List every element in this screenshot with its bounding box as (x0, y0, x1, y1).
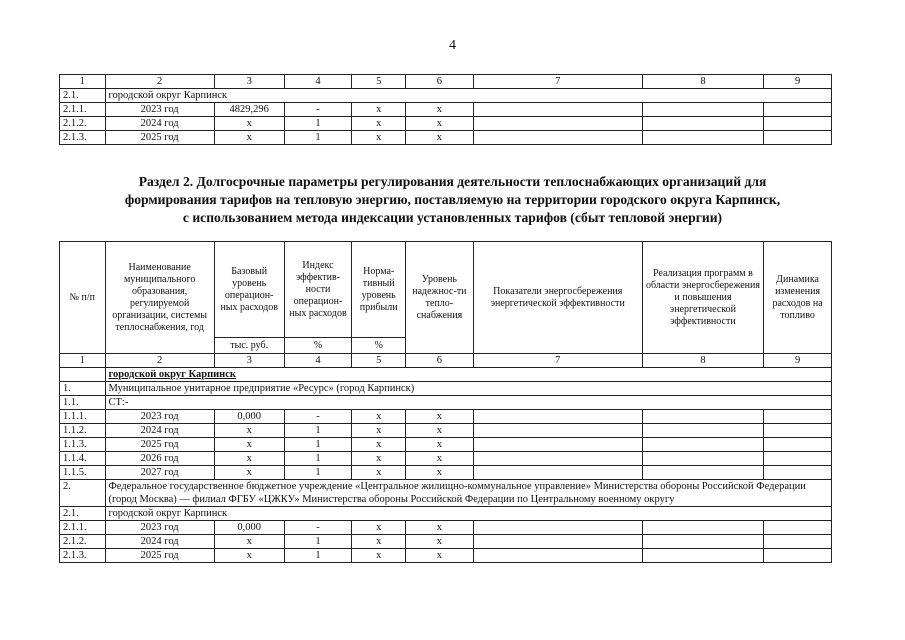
table-row (60, 131, 832, 145)
efficiency-index-cell: 1 (284, 452, 352, 466)
efficiency-index-cell: 1 (284, 535, 352, 549)
energy-indicators-cell (473, 424, 642, 438)
column-number: 6 (406, 75, 474, 89)
energy-indicators-cell (473, 117, 642, 131)
year-cell: 2026 год (105, 452, 214, 466)
column-number-row (60, 354, 832, 368)
table1-body (60, 75, 832, 145)
section-label: городской округ Карпинск (105, 368, 831, 382)
efficiency-index-cell: - (284, 103, 352, 117)
efficiency-index-cell: - (284, 521, 352, 535)
row-number: 2.1.3. (60, 131, 106, 145)
reliability-cell: x (406, 438, 474, 452)
normative-profit-cell: x (352, 131, 406, 145)
base-cost-cell: x (214, 131, 284, 145)
row-number: 2.1. (60, 507, 106, 521)
energy-indicators-cell (473, 410, 642, 424)
row-label: городской округ Карпинск (105, 89, 831, 103)
programs-cell (642, 103, 763, 117)
efficiency-index-cell: 1 (284, 117, 352, 131)
energy-indicators-cell (473, 521, 642, 535)
table2-body (60, 242, 832, 563)
column-number: 9 (764, 354, 832, 368)
fuel-dynamics-cell (764, 117, 832, 131)
normative-profit-cell: x (352, 117, 406, 131)
year-cell: 2024 год (105, 117, 214, 131)
base-cost-cell: 4829,296 (214, 103, 284, 117)
programs-cell (642, 424, 763, 438)
column-number-row (60, 75, 832, 89)
section-title (40, 173, 865, 227)
normative-profit-cell: x (352, 438, 406, 452)
reliability-cell: x (406, 521, 474, 535)
table-row (60, 382, 832, 396)
row-number: 2. (60, 480, 106, 507)
base-cost-cell: x (214, 466, 284, 480)
table-row (60, 535, 832, 549)
row-num-cell (60, 368, 106, 382)
table-row (60, 466, 832, 480)
normative-profit-cell: x (352, 549, 406, 563)
column-number: 6 (406, 354, 474, 368)
reliability-cell: x (406, 103, 474, 117)
base-cost-cell: 0,000 (214, 521, 284, 535)
programs-cell (642, 452, 763, 466)
row-label: городской округ Карпинск (105, 507, 831, 521)
column-number: 9 (764, 75, 832, 89)
organization-name: Федеральное государственное бюджетное учреждение «Центральное жилищно-коммунальное управление» Министерства обороны Российской Федерации (город Москва) — филиал ФГБУ «ЦЖКУ» Министерства обороны Российской Федерации по Центральному военному округу (105, 480, 831, 507)
reliability-cell: x (406, 117, 474, 131)
base-cost-cell: 0,000 (214, 410, 284, 424)
fuel-dynamics-cell (764, 466, 832, 480)
reliability-cell: x (406, 131, 474, 145)
reliability-cell: x (406, 466, 474, 480)
fuel-dynamics-cell (764, 424, 832, 438)
table-row (60, 117, 832, 131)
table-row (60, 396, 832, 410)
table-row (60, 480, 832, 507)
normative-profit-cell: x (352, 103, 406, 117)
fuel-dynamics-cell (764, 521, 832, 535)
row-number: 1.1.2. (60, 424, 106, 438)
normative-profit-cell: x (352, 410, 406, 424)
row-number: 2.1.1. (60, 103, 106, 117)
reliability-cell: x (406, 424, 474, 438)
column-number: 2 (105, 75, 214, 89)
column-number: 4 (284, 354, 352, 368)
column-number: 7 (473, 75, 642, 89)
fuel-dynamics-cell (764, 535, 832, 549)
column-number: 4 (284, 75, 352, 89)
row-number: 1.1. (60, 396, 106, 410)
table-row (60, 507, 832, 521)
normative-profit-cell: x (352, 452, 406, 466)
header-programs: Реализация программ в области энергосбережения и повышения энергетической эффективности (642, 242, 763, 354)
energy-indicators-cell (473, 103, 642, 117)
efficiency-index-cell: 1 (284, 549, 352, 563)
row-number: 1.1.5. (60, 466, 106, 480)
fuel-dynamics-cell (764, 131, 832, 145)
year-cell: 2024 год (105, 535, 214, 549)
unit-base: тыс. руб. (214, 338, 284, 354)
row-number: 2.1. (60, 89, 106, 103)
base-cost-cell: x (214, 117, 284, 131)
programs-cell (642, 521, 763, 535)
year-cell: 2024 год (105, 424, 214, 438)
section-title-line: Раздел 2. Долгосрочные параметры регулирования деятельности теплоснабжающих организаций для (138, 174, 767, 189)
column-number: 3 (214, 354, 284, 368)
efficiency-index-cell: 1 (284, 438, 352, 452)
programs-cell (642, 535, 763, 549)
table-row (60, 521, 832, 535)
header-reliability: Уровень надежнос-ти тепло-снабжения (406, 242, 474, 354)
table-row (60, 549, 832, 563)
programs-cell (642, 466, 763, 480)
normative-profit-cell: x (352, 521, 406, 535)
energy-indicators-cell (473, 466, 642, 480)
energy-indicators-cell (473, 452, 642, 466)
row-number: 2.1.2. (60, 535, 106, 549)
tariff-parameters-table (59, 241, 832, 563)
header-norm: Норма-тивный уровень прибыли (352, 242, 406, 338)
table-row (60, 368, 832, 382)
unit-norm: % (352, 338, 406, 354)
programs-cell (642, 131, 763, 145)
reliability-cell: x (406, 549, 474, 563)
column-number: 1 (60, 75, 106, 89)
table-row (60, 424, 832, 438)
energy-indicators-cell (473, 438, 642, 452)
column-number: 8 (642, 75, 763, 89)
table-row (60, 452, 832, 466)
row-label: Муниципальное унитарное предприятие «Ресурс» (город Карпинск) (105, 382, 831, 396)
column-number: 5 (352, 354, 406, 368)
base-cost-cell: x (214, 424, 284, 438)
table-row (60, 89, 832, 103)
programs-cell (642, 438, 763, 452)
base-cost-cell: x (214, 452, 284, 466)
table-row (60, 103, 832, 117)
energy-indicators-cell (473, 535, 642, 549)
row-number: 1. (60, 382, 106, 396)
fuel-dynamics-cell (764, 438, 832, 452)
programs-cell (642, 549, 763, 563)
energy-indicators-cell (473, 549, 642, 563)
fuel-dynamics-cell (764, 452, 832, 466)
base-cost-cell: x (214, 438, 284, 452)
page-number: 4 (449, 38, 456, 53)
row-number: 1.1.4. (60, 452, 106, 466)
fuel-dynamics-cell (764, 103, 832, 117)
row-number: 2.1.2. (60, 117, 106, 131)
normative-profit-cell: x (352, 424, 406, 438)
header-num: № п/п (60, 242, 106, 354)
table-row (60, 438, 832, 452)
year-cell: 2023 год (105, 410, 214, 424)
row-number: 1.1.3. (60, 438, 106, 452)
reliability-cell: x (406, 410, 474, 424)
efficiency-index-cell: 1 (284, 466, 352, 480)
normative-profit-cell: x (352, 466, 406, 480)
year-cell: 2023 год (105, 521, 214, 535)
header-name: Наименование муниципального образования, регулируемой организации, системы теплоснабжения, год (105, 242, 214, 354)
normative-profit-cell: x (352, 535, 406, 549)
reliability-cell: x (406, 535, 474, 549)
column-number: 8 (642, 354, 763, 368)
column-number: 1 (60, 354, 106, 368)
unit-idx: % (284, 338, 352, 354)
fuel-dynamics-cell (764, 549, 832, 563)
header-base: Базовый уровень операцион-ных расходов (214, 242, 284, 338)
table-row (60, 410, 832, 424)
header-idx: Индекс эффектив-ности операцион-ных расходов (284, 242, 352, 338)
section-title-line: формирования тарифов на тепловую энергию, поставляемую на территории городского округа Карпинск, (124, 192, 781, 207)
energy-indicators-cell (473, 131, 642, 145)
section-title-line: с использованием метода индексации установленных тарифов (сбыт тепловой энергии) (182, 210, 723, 225)
base-cost-cell: x (214, 549, 284, 563)
row-number: 2.1.1. (60, 521, 106, 535)
year-cell: 2023 год (105, 103, 214, 117)
programs-cell (642, 410, 763, 424)
row-number: 2.1.3. (60, 549, 106, 563)
year-cell: 2025 год (105, 549, 214, 563)
year-cell: 2027 год (105, 466, 214, 480)
programs-cell (642, 117, 763, 131)
column-number: 2 (105, 354, 214, 368)
fuel-dynamics-cell (764, 410, 832, 424)
column-number: 3 (214, 75, 284, 89)
table-continued (59, 74, 832, 145)
year-cell: 2025 год (105, 438, 214, 452)
header-fuel: Динамика изменения расходов на топливо (764, 242, 832, 354)
row-label: СТ:- (105, 396, 831, 410)
header-energy: Показатели энергосбережения энергетической эффективности (473, 242, 642, 354)
year-cell: 2025 год (105, 131, 214, 145)
efficiency-index-cell: - (284, 410, 352, 424)
base-cost-cell: x (214, 535, 284, 549)
efficiency-index-cell: 1 (284, 131, 352, 145)
row-number: 1.1.1. (60, 410, 106, 424)
column-number: 7 (473, 354, 642, 368)
column-number: 5 (352, 75, 406, 89)
efficiency-index-cell: 1 (284, 424, 352, 438)
reliability-cell: x (406, 452, 474, 466)
